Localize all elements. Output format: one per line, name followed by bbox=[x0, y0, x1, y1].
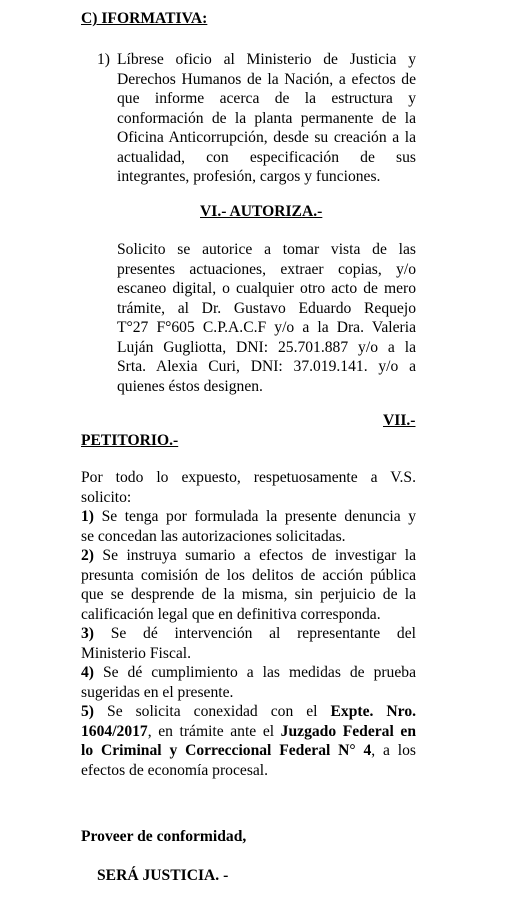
petition-item-2 bbox=[81, 546, 416, 566]
text-line: actualidad, con especificación de sus bbox=[117, 148, 416, 166]
section-vii-body bbox=[81, 468, 416, 780]
text-line: presentes actuaciones, extraer copias, y/o bbox=[117, 260, 416, 278]
text-line: sugeridas en el presente. bbox=[81, 683, 234, 701]
item-number: 2) bbox=[81, 547, 94, 564]
section-c-heading: C) IFORMATIVA: bbox=[81, 10, 208, 27]
text-fragment: , a los bbox=[371, 742, 416, 759]
text-line: Srta. Alexia Curi, DNI: 37.019.141. y/o a bbox=[117, 358, 416, 375]
court-name-part2: lo Criminal y Correccional Federal N° 4 bbox=[81, 742, 372, 759]
text-line: escaneo digital, o cualquier otro acto de mero bbox=[117, 280, 416, 297]
text-line bbox=[81, 722, 416, 742]
text-line: que informe acerca de la estructura y bbox=[117, 90, 416, 107]
item-number: 1) bbox=[81, 508, 94, 525]
text-line: quienes éstos designen. bbox=[117, 377, 263, 395]
section-c-item-text bbox=[117, 50, 416, 187]
text-line: se concedan las autorizaciones solicitadas. bbox=[81, 527, 346, 545]
text-line: trámite, al Dr. Gustavo Eduardo Requejo bbox=[117, 299, 416, 317]
text-line: Se solicita conexidad con el bbox=[107, 703, 318, 720]
text-line: Luján Gugliotta, DNI: 25.701.887 y/o a la bbox=[117, 338, 416, 356]
text-line: T°27 F°605 C.P.A.C.F y/o a la Dra. Valeria bbox=[117, 319, 416, 336]
section-vii-heading-number: VII.- bbox=[383, 412, 416, 429]
court-name-part1: Juzgado Federal en bbox=[280, 722, 416, 740]
text-line: conformación de la planta permanente de la bbox=[117, 109, 416, 127]
closing-justice: SERÁ JUSTICIA. - bbox=[97, 867, 229, 884]
text-line: Se instruya sumario a efectos de investigar la bbox=[102, 547, 416, 564]
text-line: Se dé cumplimiento a las medidas de prueba bbox=[102, 664, 416, 681]
petition-item-1 bbox=[81, 507, 416, 527]
item-number: 4) bbox=[81, 664, 94, 681]
section-vi-body bbox=[117, 240, 416, 396]
petition-item-3 bbox=[81, 624, 416, 644]
closing-request: Proveer de conformidad, bbox=[81, 828, 247, 845]
text-line: integrantes, profesión, cargos y funciones. bbox=[117, 168, 381, 185]
case-reference: Expte. Nro. bbox=[330, 703, 417, 720]
text-line: que se desprende de la misma, sin perjuicio de la bbox=[81, 586, 416, 603]
section-vii-heading-title: PETITORIO.- bbox=[81, 432, 179, 449]
text-line: Solicito se autorice a tomar vista de las bbox=[117, 241, 416, 258]
text-line: Ministerio Fiscal. bbox=[81, 644, 192, 662]
text-line: Por todo lo expuesto, respetuosamente a V.S. bbox=[81, 469, 416, 486]
section-c-item-number: 1) bbox=[97, 51, 110, 68]
text-line bbox=[81, 741, 416, 761]
item-number: 3) bbox=[81, 625, 94, 642]
petition-item-5 bbox=[81, 702, 416, 722]
text-fragment: , en trámite ante el bbox=[147, 722, 275, 740]
text-line: efectos de economía procesal. bbox=[81, 761, 269, 779]
text-line: Oficina Anticorrupción, desde su creación a la bbox=[117, 129, 416, 146]
case-number: 1604/2017 bbox=[81, 722, 148, 740]
text-line: Se tenga por formulada la presente denuncia y bbox=[101, 508, 416, 525]
item-number: 5) bbox=[81, 703, 94, 720]
text-line: presunta comisión de los delitos de acción pública bbox=[81, 566, 416, 584]
text-line: Se dé intervención al representante del bbox=[110, 625, 416, 642]
text-line: Líbrese oficio al Ministerio de Justicia y bbox=[117, 51, 416, 68]
text-line: Derechos Humanos de la Nación, a efectos de bbox=[117, 70, 416, 88]
text-line: solicito: bbox=[81, 488, 132, 506]
section-vi-heading: VI.- AUTORIZA.- bbox=[200, 203, 323, 220]
petition-item-4 bbox=[81, 663, 416, 683]
text-line: calificación legal que en definitiva corresponda. bbox=[81, 605, 381, 623]
